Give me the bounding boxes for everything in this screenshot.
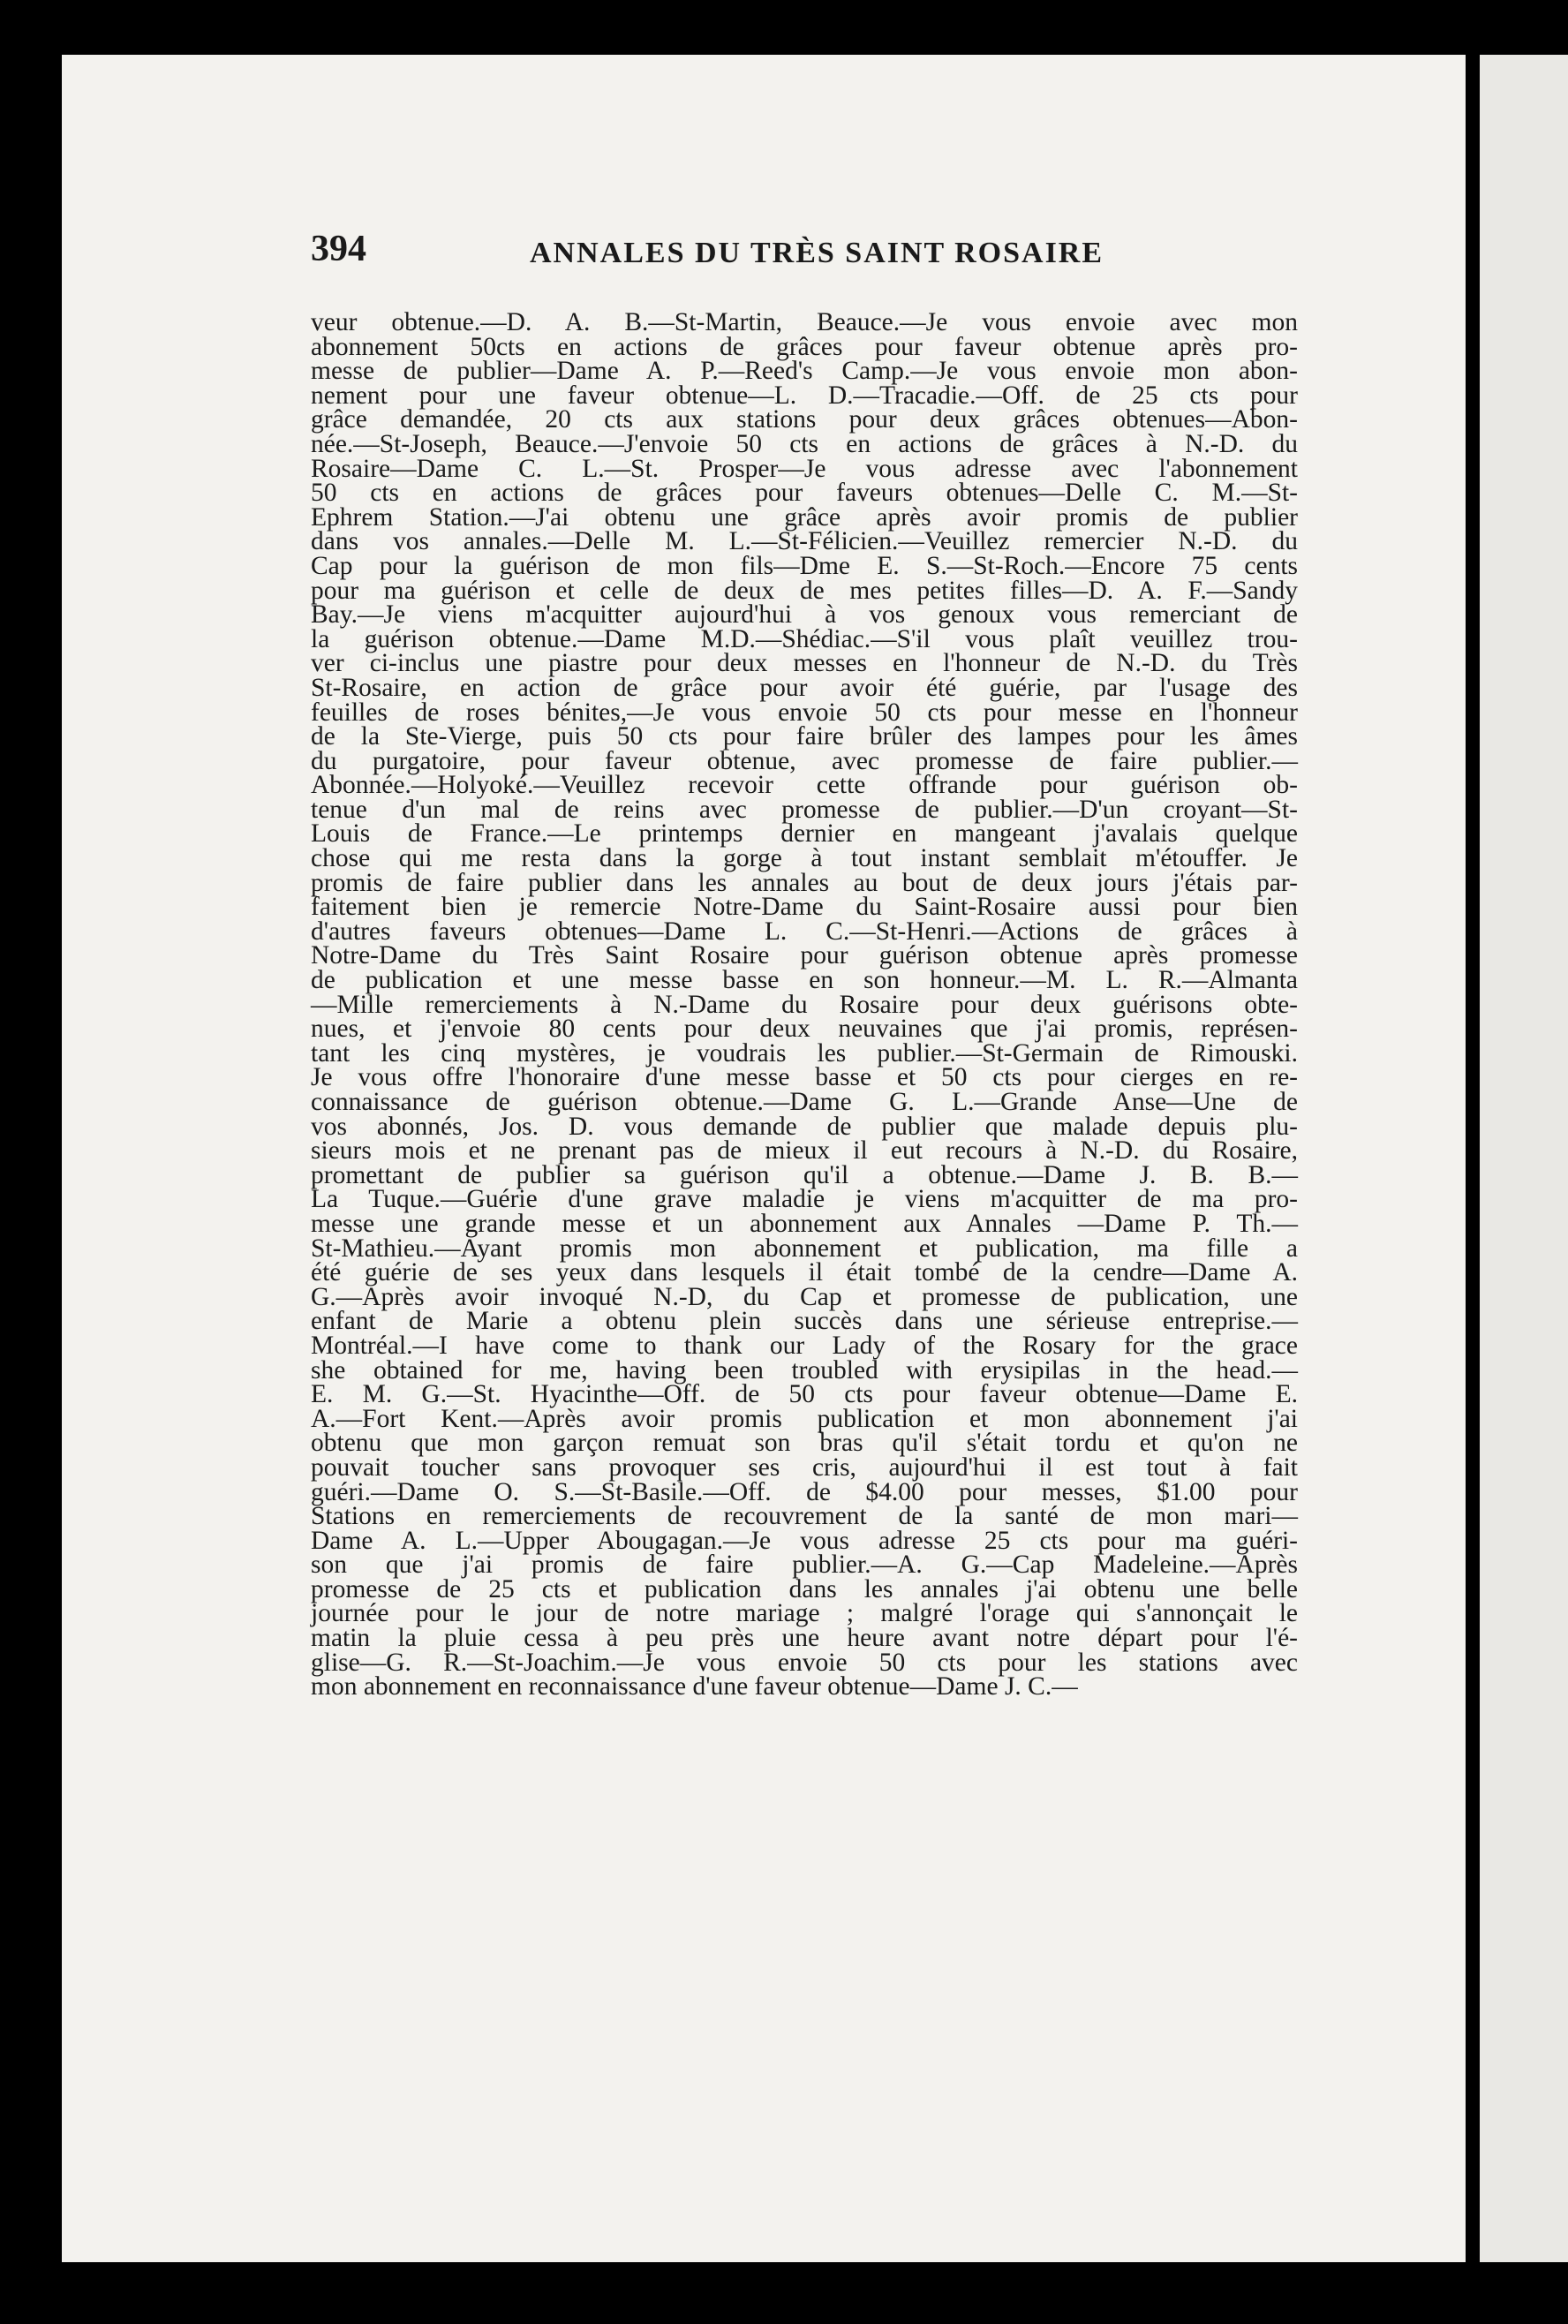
text-line: messe de publier—Dame A. P.—Reed's Camp.—Je vous envoie mon abon- bbox=[311, 357, 1298, 386]
text-line: dans vos annales.—Delle M. L.—St-Félicien.—Veuillez remercier N.-D. du bbox=[311, 527, 1298, 556]
text-line: tant les cinq mystères, je voudrais les publier.—St-Germain de Rimouski. bbox=[311, 1038, 1298, 1068]
text-line: —Mille remerciements à N.-Dame du Rosaire pour deux guérisons obte- bbox=[311, 990, 1298, 1019]
text-line: feuilles de roses bénites,—Je vous envoie 50 cts pour messe en l'honneur bbox=[311, 698, 1298, 727]
text-line: nues, et j'envoie 80 cents pour deux neuvaines que j'ai promis, représen- bbox=[311, 1015, 1298, 1044]
page-number: 394 bbox=[311, 229, 366, 269]
running-title: ANNALES DU TRÈS SAINT ROSAIRE bbox=[530, 237, 1104, 269]
page-header bbox=[311, 228, 1308, 281]
text-line: Bay.—Je viens m'acquitter aujourd'hui à vos genoux vous remerciant de bbox=[311, 600, 1298, 630]
text-line: G.—Après avoir invoqué N.-D, du Cap et promesse de publication, une bbox=[311, 1282, 1298, 1311]
text-line: de la Ste-Vierge, puis 50 cts pour faire brûler des lampes pour les âmes bbox=[311, 722, 1298, 751]
text-line: Rosaire—Dame C. L.—St. Prosper—Je vous adresse avec l'abonnement bbox=[311, 454, 1298, 483]
text-line: grâce demandée, 20 cts aux stations pour deux grâces obtenues—Abon- bbox=[311, 405, 1298, 434]
text-line: abonnement 50cts en actions de grâces pour faveur obtenue après pro- bbox=[311, 332, 1298, 361]
text-line: du purgatoire, pour faveur obtenue, avec promesse de faire publier.— bbox=[311, 746, 1298, 775]
text-line: Ephrem Station.—J'ai obtenu une grâce après avoir promis de publier bbox=[311, 502, 1298, 532]
text-line: enfant de Marie a obtenu plein succès dans une sérieuse entreprise.— bbox=[311, 1307, 1298, 1336]
text-line: St-Mathieu.—Ayant promis mon abonnement et publication, ma fille a bbox=[311, 1234, 1298, 1263]
text-line: connaissance de guérison obtenue.—Dame G. L.—Grande Anse—Une de bbox=[311, 1088, 1298, 1116]
text-line: glise—G. R.—St-Joachim.—Je vous envoie 50 cts pour les stations avec bbox=[311, 1648, 1298, 1677]
text-line: messe une grande messe et un abonnement aux Annales —Dame P. Th.— bbox=[311, 1209, 1298, 1238]
text-line: mon abonnement en reconnaissance d'une faveur obtenue—Dame J. C.— bbox=[311, 1672, 1078, 1702]
text-line: faitement bien je remercie Notre-Dame du Saint-Rosaire aussi pour bien bbox=[311, 893, 1298, 922]
text-line: guéri.—Dame O. S.—St-Basile.—Off. de $4.00 pour messes, $1.00 pour bbox=[311, 1477, 1298, 1506]
text-line: La Tuque.—Guérie d'une grave maladie je viens m'acquitter de ma pro- bbox=[311, 1185, 1298, 1214]
text-line: chose qui me resta dans la gorge à tout instant semblait m'étouffer. Je bbox=[311, 844, 1298, 873]
text-line: veur obtenue.—D. A. B.—St-Martin, Beauce.—Je vous envoie avec mon bbox=[311, 308, 1298, 336]
text-line: St-Rosaire, en action de grâce pour avoir été guérie, par l'usage des bbox=[311, 673, 1298, 702]
text-line: Notre-Dame du Très Saint Rosaire pour guérison obtenue après promesse bbox=[311, 941, 1298, 970]
text-line: été guérie de ses yeux dans lesquels il était tombé de la cendre—Dame A. bbox=[311, 1258, 1298, 1287]
text-line: obtenu que mon garçon remuat son bras qu'il s'était tordu et qu'on ne bbox=[311, 1429, 1298, 1458]
text-line: A.—Fort Kent.—Après avoir promis publication et mon abonnement j'ai bbox=[311, 1404, 1298, 1433]
text-line: matin la pluie cessa à peu près une heure avant notre départ pour l'é- bbox=[311, 1624, 1298, 1653]
text-line: pour ma guérison et celle de deux de mes petites filles—D. A. F.—Sandy bbox=[311, 576, 1298, 605]
text-line: Dame A. L.—Upper Abougagan.—Je vous adresse 25 cts pour ma guéri- bbox=[311, 1526, 1298, 1555]
text-body bbox=[311, 308, 1298, 1702]
text-line: nement pour une faveur obtenue—L. D.—Tracadie.—Off. de 25 cts pour bbox=[311, 381, 1298, 410]
text-line: journée pour le jour de notre mariage ; malgré l'orage qui s'annonçait le bbox=[311, 1599, 1298, 1628]
text-line: promis de faire publier dans les annales au bout de deux jours j'étais par- bbox=[311, 868, 1298, 897]
text-line: ver ci-inclus une piastre pour deux messes en l'honneur de N.-D. du Très bbox=[311, 649, 1298, 678]
text-line: d'autres faveurs obtenues—Dame L. C.—St-Henri.—Actions de grâces à bbox=[311, 917, 1298, 946]
text-line: Louis de France.—Le printemps dernier en mangeant j'avalais quelque bbox=[311, 819, 1298, 849]
text-line: pouvait toucher sans provoquer ses cris, aujourd'hui il est tout à fait bbox=[311, 1452, 1298, 1482]
text-line: Cap pour la guérison de mon fils—Dme E. S.—St-Roch.—Encore 75 cents bbox=[311, 551, 1298, 580]
text-line: sieurs mois et ne prenant pas de mieux il eut recours à N.-D. du Rosaire, bbox=[311, 1136, 1298, 1166]
text-line: son que j'ai promis de faire publier.—A. G.—Cap Madeleine.—Après bbox=[311, 1551, 1298, 1580]
text-line: Je vous offre l'honoraire d'une messe basse et 50 cts pour cierges en re- bbox=[311, 1063, 1298, 1092]
text-line: tenue d'un mal de reins avec promesse de publier.—D'un croyant—St- bbox=[311, 795, 1298, 824]
text-line: Stations en remerciements de recouvrement de la santé de mon mari— bbox=[311, 1502, 1298, 1531]
text-line: E. M. G.—St. Hyacinthe—Off. de 50 cts pour faveur obtenue—Dame E. bbox=[311, 1380, 1298, 1409]
text-line: 50 cts en actions de grâces pour faveurs obtenues—Delle C. M.—St- bbox=[311, 479, 1298, 508]
text-line: née.—St-Joseph, Beauce.—J'envoie 50 cts en actions de grâces à N.-D. du bbox=[311, 429, 1298, 458]
next-page-edge bbox=[1480, 55, 1568, 2262]
text-line: promesse de 25 cts et publication dans les annales j'ai obtenu une belle bbox=[311, 1574, 1298, 1603]
text-line: la guérison obtenue.—Dame M.D.—Shédiac.—S'il vous plaît veuillez trou- bbox=[311, 624, 1298, 653]
text-line: promettant de publier sa guérison qu'il a obtenue.—Dame J. B. B.— bbox=[311, 1160, 1298, 1189]
text-line: vos abonnés, Jos. D. vous demande de publier que malade depuis plu- bbox=[311, 1112, 1298, 1141]
text-line: de publication et une messe basse en son honneur.—M. L. R.—Almanta bbox=[311, 966, 1298, 995]
text-line: she obtained for me, having been troubled with erysipilas in the head.— bbox=[311, 1355, 1298, 1385]
text-line: Montréal.—I have come to thank our Lady of the Rosary for the grace bbox=[311, 1331, 1298, 1360]
text-line: Abonnée.—Holyoké.—Veuillez recevoir cette offrande pour guérison ob- bbox=[311, 771, 1298, 800]
